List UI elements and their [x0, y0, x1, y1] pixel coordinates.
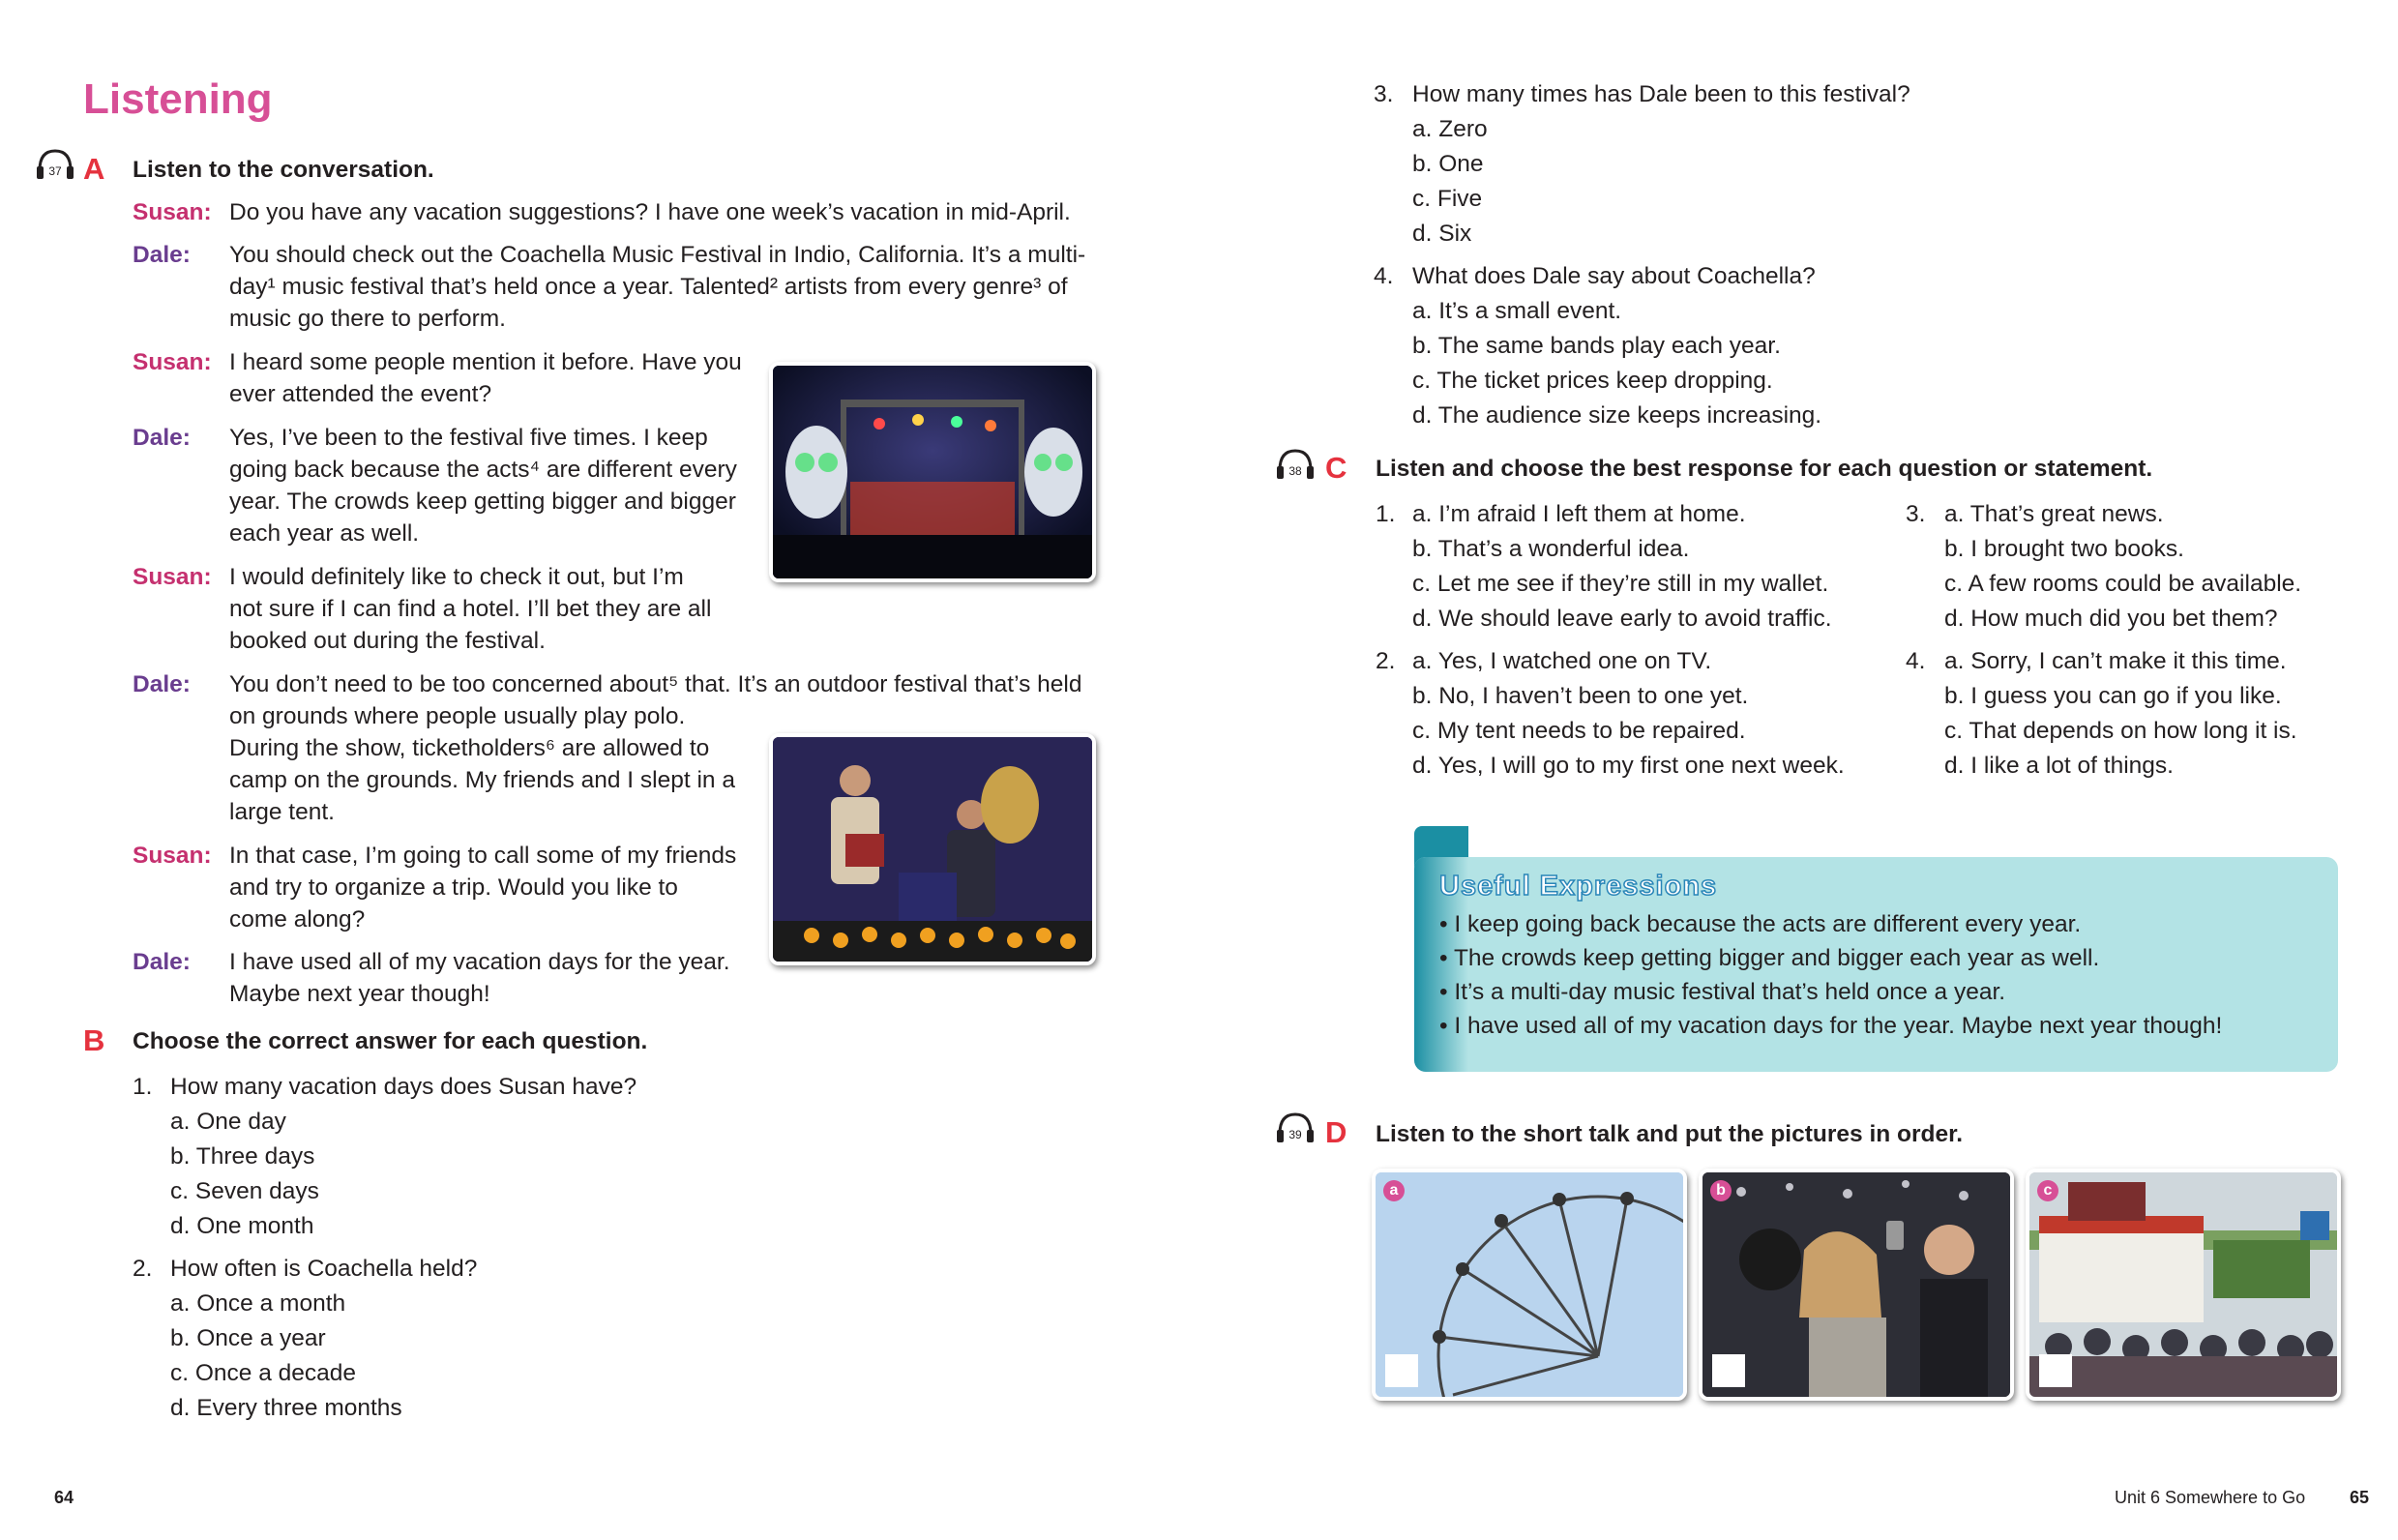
- question-text: What does Dale say about Coachella?: [1412, 263, 1816, 289]
- answer-option[interactable]: c. Five: [1412, 186, 1483, 212]
- dialogue-line: music go there to perform.: [229, 306, 506, 332]
- speaker-label: Susan:: [133, 199, 212, 225]
- headphones-icon[interactable]: [1275, 1111, 1316, 1145]
- answer-option[interactable]: a. Yes, I watched one on TV.: [1412, 648, 1712, 674]
- answer-option[interactable]: d. The audience size keeps increasing.: [1412, 402, 1822, 429]
- answer-option[interactable]: c. That depends on how long it is.: [1944, 718, 2297, 744]
- answer-option[interactable]: d. Six: [1412, 221, 1472, 247]
- answer-option[interactable]: d. We should leave early to avoid traffic.: [1412, 606, 1832, 632]
- answer-option[interactable]: d. One month: [170, 1213, 314, 1239]
- audio-track-number: 39: [1288, 1128, 1302, 1141]
- selfie-crowd-picture[interactable]: [1699, 1169, 2014, 1401]
- question-number: 4.: [1374, 263, 1394, 289]
- audio-track-number: 37: [48, 164, 62, 178]
- dialogue-line: each year as well.: [229, 520, 420, 547]
- dialogue-line: I would definitely like to check it out, but I’m: [229, 564, 684, 590]
- dialogue-line: not sure if I can find a hotel. I’ll bet they are all: [229, 596, 712, 622]
- speaker-label: Dale:: [133, 949, 191, 975]
- answer-option[interactable]: b. The same bands play each year.: [1412, 333, 1781, 359]
- answer-option[interactable]: c. Once a decade: [170, 1360, 357, 1386]
- dialogue-line: Do you have any vacation suggestions? I have one week’s vacation in mid-April.: [229, 199, 1071, 225]
- festival-stage-photo: [769, 362, 1096, 582]
- dialogue-line: camp on the grounds. My friends and I slept in a: [229, 767, 735, 793]
- section-letter-c: C: [1325, 451, 1347, 485]
- answer-option[interactable]: c. My tent needs to be repaired.: [1412, 718, 1746, 744]
- section-letter-d: D: [1325, 1115, 1347, 1149]
- answer-option[interactable]: c. Let me see if they’re still in my wallet.: [1412, 571, 1829, 597]
- answer-option[interactable]: a. Once a month: [170, 1290, 346, 1317]
- dialogue-line: You don’t need to be too concerned about⁵ that. It’s an outdoor festival that’s held: [229, 671, 1082, 697]
- headphones-icon[interactable]: [1275, 447, 1316, 482]
- answer-option[interactable]: d. Every three months: [170, 1395, 402, 1421]
- page-number-left: 64: [54, 1488, 74, 1507]
- page-number-right: 65: [2350, 1488, 2370, 1507]
- dialogue-line: You should check out the Coachella Music Festival in Indio, California. It’s a multi-: [229, 242, 1086, 268]
- answer-option[interactable]: b. I guess you can go if you like.: [1944, 683, 2282, 709]
- answer-option[interactable]: b. Three days: [170, 1143, 315, 1170]
- picture-label: a: [1383, 1180, 1405, 1201]
- audio-track-number: 38: [1288, 464, 1302, 478]
- dialogue-line: I heard some people mention it before. Have you: [229, 349, 742, 375]
- item-number: 2.: [1376, 648, 1396, 674]
- speaker-label: Dale:: [133, 242, 191, 268]
- answer-option[interactable]: d. How much did you bet them?: [1944, 606, 2278, 632]
- speaker-label: Susan:: [133, 564, 212, 590]
- dialogue-line: large tent.: [229, 799, 335, 825]
- expression-item: • The crowds keep getting bigger and bigger each year as well.: [1439, 945, 2100, 971]
- answer-option[interactable]: a. It’s a small event.: [1412, 298, 1622, 324]
- section-c-instruction: Listen and choose the best response for each question or statement.: [1376, 456, 2153, 482]
- question-text: How often is Coachella held?: [170, 1256, 478, 1282]
- speaker-label: Susan:: [133, 843, 212, 869]
- dialogue-line: During the show, ticketholders⁶ are allowed to: [229, 735, 710, 761]
- dialogue-line: booked out during the festival.: [229, 628, 546, 654]
- dialogue-line: going back because the acts⁴ are different every: [229, 457, 737, 483]
- answer-option[interactable]: b. No, I haven’t been to one yet.: [1412, 683, 1749, 709]
- section-letter-a: A: [83, 152, 105, 186]
- section-letter-b: B: [83, 1023, 105, 1057]
- section-title: Listening: [83, 75, 273, 123]
- expressions-title: Useful Expressions: [1439, 871, 1718, 902]
- answer-option[interactable]: d. Yes, I will go to my first one next week.: [1412, 753, 1845, 779]
- answer-option[interactable]: a. I’m afraid I left them at home.: [1412, 501, 1746, 527]
- useful-expressions-box: [1414, 857, 2338, 1072]
- dialogue-line: In that case, I’m going to call some of my friends: [229, 843, 737, 869]
- dialogue-line: Yes, I’ve been to the festival five times. I keep: [229, 425, 708, 451]
- question-text: How many times has Dale been to this festival?: [1412, 81, 1910, 107]
- question-number: 1.: [133, 1074, 153, 1100]
- picture-label: b: [1710, 1180, 1732, 1201]
- answer-box[interactable]: [1385, 1354, 1418, 1387]
- answer-option[interactable]: b. One: [1412, 151, 1484, 177]
- food-truck-crowd-picture[interactable]: [2026, 1169, 2341, 1401]
- headphones-icon[interactable]: [35, 147, 75, 182]
- speaker-label: Dale:: [133, 425, 191, 451]
- section-b-instruction: Choose the correct answer for each question.: [133, 1028, 648, 1054]
- answer-option[interactable]: a. One day: [170, 1109, 286, 1135]
- answer-box[interactable]: [2039, 1354, 2072, 1387]
- item-number: 1.: [1376, 501, 1396, 527]
- question-number: 2.: [133, 1256, 153, 1282]
- answer-option[interactable]: b. That’s a wonderful idea.: [1412, 536, 1690, 562]
- dialogue-line: year. The crowds keep getting bigger and bigger: [229, 489, 736, 515]
- answer-option[interactable]: b. I brought two books.: [1944, 536, 2184, 562]
- expression-item: • I keep going back because the acts are different every year.: [1439, 911, 2082, 937]
- speaker-label: Susan:: [133, 349, 212, 375]
- speaker-label: Dale:: [133, 671, 191, 697]
- answer-option[interactable]: a. That’s great news.: [1944, 501, 2164, 527]
- item-number: 3.: [1906, 501, 1926, 527]
- question-number: 3.: [1374, 81, 1394, 107]
- dialogue-line: on grounds where people usually play polo.: [229, 703, 686, 729]
- dialogue-line: and try to organize a trip. Would you like to: [229, 874, 678, 901]
- expression-item: • It’s a multi-day music festival that’s held once a year.: [1439, 979, 2006, 1005]
- picture-label: c: [2037, 1180, 2058, 1201]
- expression-item: • I have used all of my vacation days for the year. Maybe next year though!: [1439, 1013, 2223, 1039]
- answer-option[interactable]: b. Once a year: [170, 1325, 326, 1351]
- answer-option[interactable]: a. Sorry, I can’t make it this time.: [1944, 648, 2287, 674]
- musicians-photo: [769, 733, 1096, 965]
- item-number: 4.: [1906, 648, 1926, 674]
- dialogue-line: day¹ music festival that’s held once a year. Talented² artists from every genre³ of: [229, 274, 1068, 300]
- footer-unit: Unit 6 Somewhere to Go: [2115, 1488, 2306, 1507]
- section-d-instruction: Listen to the short talk and put the pictures in order.: [1376, 1121, 1964, 1147]
- answer-option[interactable]: c. Seven days: [170, 1178, 319, 1204]
- answer-option[interactable]: d. I like a lot of things.: [1944, 753, 2174, 779]
- answer-option[interactable]: a. Zero: [1412, 116, 1488, 142]
- dialogue-line: I have used all of my vacation days for the year.: [229, 949, 730, 975]
- dialogue-line: come along?: [229, 906, 366, 933]
- ferris-wheel-picture[interactable]: [1372, 1169, 1687, 1401]
- answer-option[interactable]: c. The ticket prices keep dropping.: [1412, 368, 1773, 394]
- answer-box[interactable]: [1712, 1354, 1745, 1387]
- dialogue-line: ever attended the event?: [229, 381, 492, 407]
- answer-option[interactable]: c. A few rooms could be available.: [1944, 571, 2302, 597]
- section-a-instruction: Listen to the conversation.: [133, 157, 434, 183]
- question-text: How many vacation days does Susan have?: [170, 1074, 637, 1100]
- dialogue-line: Maybe next year though!: [229, 981, 490, 1007]
